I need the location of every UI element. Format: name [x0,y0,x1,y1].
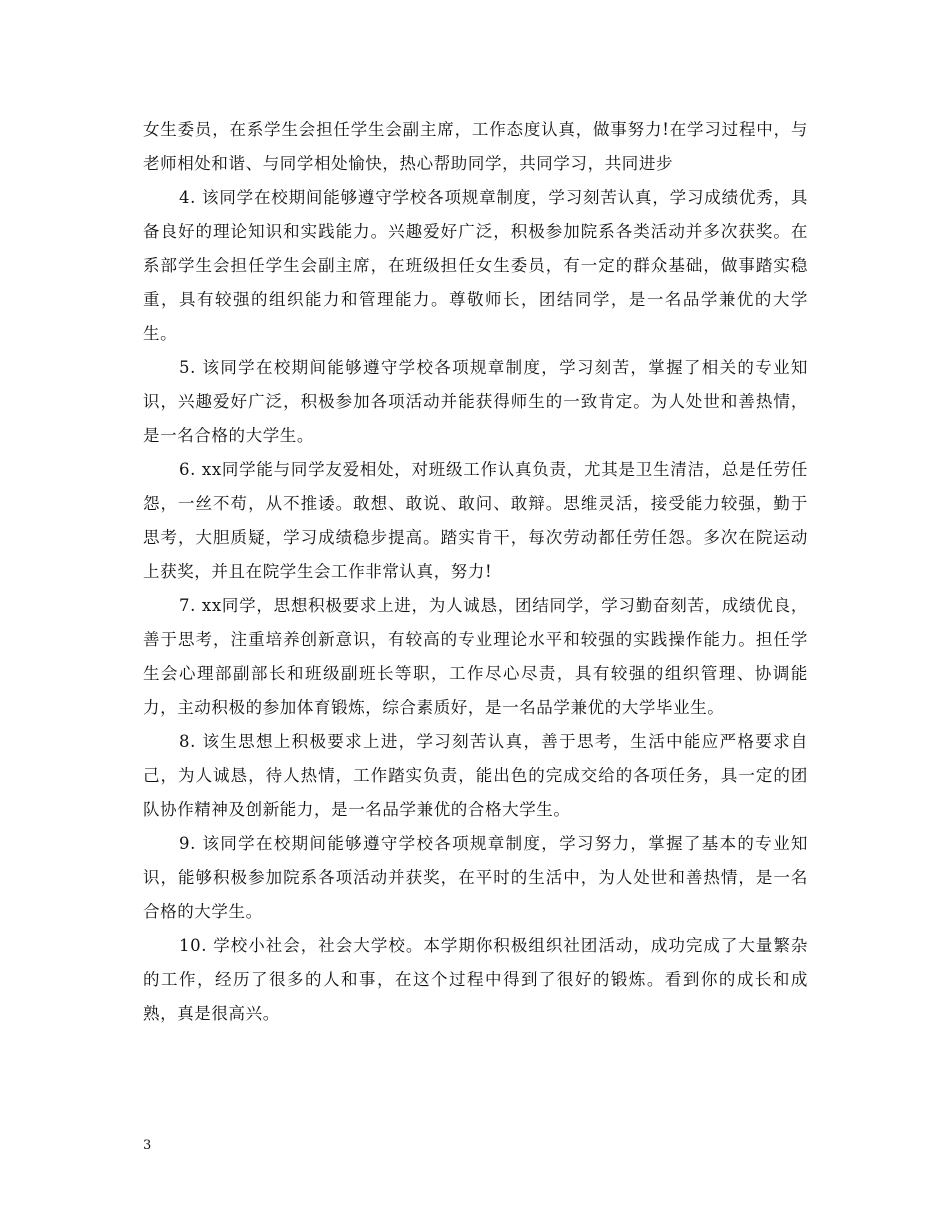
document-body [143,113,808,1031]
paragraph-item-9: 9. 该同学在校期间能够遵守学校各项规章制度，学习努力，掌握了基本的专业知识，能够积极参加院系各项活动并获奖，在平时的生活中，为人处世和善热情，是一名合格的大学生。 [143,834,808,921]
paragraph-item-8: 8. 该生思想上积极要求上进，学习刻苦认真，善于思考，生活中能应严格要求自己，为人诚恳，待人热情，工作踏实负责，能出色的完成交给的各项任务，具一定的团队协作精神及创新能力，是一名品学兼优的合格大学生。 [143,732,808,819]
paragraph-item-4: 4. 该同学在校期间能够遵守学校各项规章制度，学习刻苦认真，学习成绩优秀，具备良好的理论知识和实践能力。兴趣爱好广泛，积极参加院系各类活动并多次获奖。在系部学生会担任学生会副主席，在班级担任女生委员，有一定的群众基础，做事踏实稳重，具有较强的组织能力和管理能力。尊敬师长，团结同学，是一名品学兼优的大学生。 [143,188,808,343]
paragraph-item-10: 10. 学校小社会，社会大学校。本学期你积极组织社团活动，成功完成了大量繁杂的工作，经历了很多的人和事，在这个过程中得到了很好的锻炼。看到你的成长和成熟，真是很高兴。 [143,936,808,1023]
paragraph-item-6: 6. xx同学能与同学友爱相处，对班级工作认真负责，尤其是卫生清洁，总是任劳任怨，一丝不苟，从不推诿。敢想、敢说、敢问、敢辩。思维灵活，接受能力较强，勤于思考，大胆质疑，学习成绩稳步提高。踏实肯干，每次劳动都任劳任怨。多次在院运动上获奖，并且在院学生会工作非常认真，努力! [143,460,808,581]
paragraph-item-7: 7. xx同学，思想积极要求上进，为人诚恳，团结同学，学习勤奋刻苦，成绩优良，善于思考，注重培养创新意识，有较高的专业理论水平和较强的实践操作能力。担任学生会心理部副部长和班级副班长等职，工作尽心尽责，具有较强的组织管理、协调能力，主动积极的参加体育锻炼，综合素质好，是一名品学兼优的大学毕业生。 [143,596,808,717]
paragraph-continued: 女生委员，在系学生会担任学生会副主席，工作态度认真，做事努力!在学习过程中，与老师相处和谐、与同学相处愉快，热心帮助同学，共同学习，共同进步 [143,120,808,173]
page-number: 3 [143,1138,152,1153]
paragraph-item-5: 5. 该同学在校期间能够遵守学校各项规章制度，学习刻苦，掌握了相关的专业知识，兴趣爱好广泛，积极参加各项活动并能获得师生的一致肯定。为人处世和善热情，是一名合格的大学生。 [143,358,808,445]
